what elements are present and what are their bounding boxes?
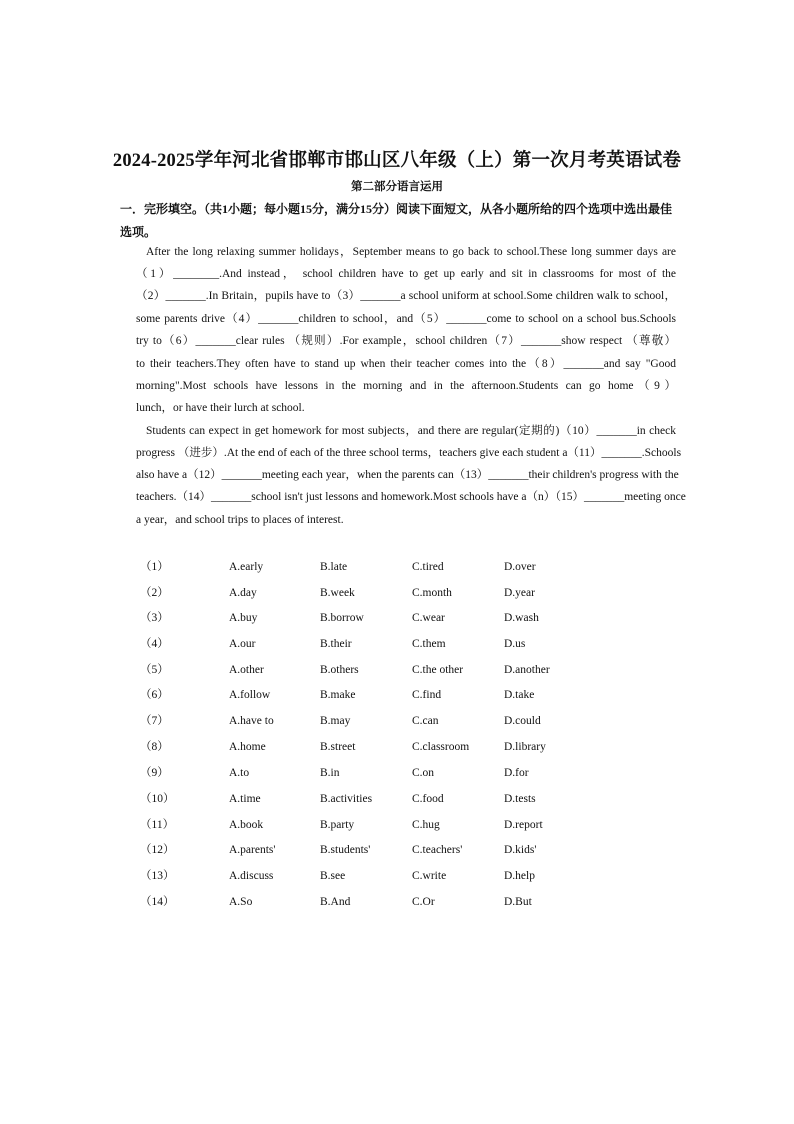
option-a: A.have to <box>229 715 274 727</box>
page-title: 2024-2025学年河北省邯郸市邯山区八年级（上）第一次月考英语试卷 <box>112 151 682 171</box>
option-a: A.parents' <box>229 844 276 856</box>
passage-line: a year，and school trips to places of interest. <box>136 514 344 526</box>
option-a: A.early <box>229 561 264 573</box>
option-b: B.their <box>320 638 352 650</box>
option-a: A.buy <box>229 612 258 624</box>
option-a: A.our <box>229 638 256 650</box>
option-a: A.day <box>229 587 257 599</box>
passage-line: Students can expect in get homework for most subjects，and there are regular(定期的)（10）_______in check <box>146 425 676 437</box>
question-number: （9） <box>140 767 169 779</box>
passage-line: some parents drive（4）_______children to school，and（5）_______come to school on a school bus.Schools <box>136 313 676 325</box>
option-row <box>0 866 794 886</box>
option-b: B.others <box>320 664 359 676</box>
question-number: （5） <box>140 664 169 676</box>
option-d: D.report <box>504 819 543 831</box>
option-d: D.kids' <box>504 844 537 856</box>
option-row <box>0 634 794 654</box>
option-a: A.to <box>229 767 250 779</box>
option-b: B.borrow <box>320 612 364 624</box>
option-c: C.them <box>412 638 446 650</box>
option-row <box>0 840 794 860</box>
question-number: （2） <box>140 587 169 599</box>
option-d: D.another <box>504 664 550 676</box>
option-b: B.street <box>320 741 356 753</box>
passage-line: progress （进步）.At the end of each of the three school terms，teachers give each student a（11）_______.Schools <box>136 447 682 459</box>
passage-line: try to（6）_______clear rules （规则）.For example，school children（7）_______show respect （尊敬） <box>136 335 676 347</box>
option-c: C.on <box>412 767 435 779</box>
question-number: （8） <box>140 741 169 753</box>
option-c: C.can <box>412 715 439 727</box>
option-row <box>0 685 794 705</box>
option-row <box>0 789 794 809</box>
option-b: B.may <box>320 715 351 727</box>
option-c: C.Or <box>412 896 435 908</box>
question-number: （7） <box>140 715 169 727</box>
option-d: D.wash <box>504 612 539 624</box>
option-row <box>0 815 794 835</box>
instruction-text: 一．完形填空。（共1小题；每小题15分，满分15分）阅读下面短文，从各小题所给的四个选项中选出最佳选项。 <box>120 202 673 239</box>
option-b: B.see <box>320 870 346 882</box>
option-row <box>0 711 794 731</box>
passage-line: （2）_______.In Britain，pupils have to（3）_______a school uniform at school.Some children walk to school， <box>136 290 676 302</box>
option-a: A.discuss <box>229 870 274 882</box>
option-c: C.find <box>412 689 442 701</box>
option-d: D.tests <box>504 793 536 805</box>
option-d: D.year <box>504 587 535 599</box>
option-c: C.write <box>412 870 447 882</box>
option-row <box>0 660 794 680</box>
option-d: D.But <box>504 896 532 908</box>
option-a: A.So <box>229 896 253 908</box>
question-number: （13） <box>140 870 175 882</box>
option-c: C.hug <box>412 819 440 831</box>
option-row <box>0 608 794 628</box>
option-d: D.us <box>504 638 526 650</box>
passage-line: lunch，or have their lurch at school. <box>136 402 305 414</box>
option-d: D.over <box>504 561 536 573</box>
option-row <box>0 763 794 783</box>
passage-line: After the long relaxing summer holidays，September means to go back to school.These long summer days are <box>146 246 676 258</box>
option-row <box>0 557 794 577</box>
option-a: A.home <box>229 741 266 753</box>
option-d: D.help <box>504 870 535 882</box>
question-number: （12） <box>140 844 175 856</box>
option-b: B.activities <box>320 793 373 805</box>
option-c: C.month <box>412 587 452 599</box>
question-number: （4） <box>140 638 169 650</box>
option-b: B.make <box>320 689 356 701</box>
question-number: （14） <box>140 896 175 908</box>
option-b: B.in <box>320 767 340 779</box>
passage-line: also have a（12）_______meeting each year，when the parents can（13）_______their children's progress with the <box>136 469 679 481</box>
question-number: （6） <box>140 689 169 701</box>
option-a: A.follow <box>229 689 271 701</box>
option-b: B.students' <box>320 844 371 856</box>
question-number: （11） <box>140 819 175 831</box>
option-b: B.late <box>320 561 348 573</box>
question-number: （10） <box>140 793 175 805</box>
option-b: B.week <box>320 587 355 599</box>
option-row <box>0 892 794 912</box>
passage-line: to their teachers.They often have to stand up when their teacher comes into the（8）_______and say "Good <box>136 358 676 370</box>
option-c: C.wear <box>412 612 445 624</box>
question-number: （3） <box>140 612 169 624</box>
option-d: D.could <box>504 715 541 727</box>
option-d: D.take <box>504 689 535 701</box>
passage-line: （1）________.And instead， school children have to get up early and sit in classrooms for most of the <box>136 268 676 280</box>
option-c: C.classroom <box>412 741 470 753</box>
passage-line: teachers.（14）_______school isn't just lessons and homework.Most schools have a（n）（15）_______meeting once <box>136 491 686 503</box>
option-a: A.other <box>229 664 264 676</box>
option-d: D.for <box>504 767 529 779</box>
option-d: D.library <box>504 741 546 753</box>
option-a: A.book <box>229 819 264 831</box>
question-number: （1） <box>140 561 169 573</box>
option-b: B.And <box>320 896 351 908</box>
option-a: A.time <box>229 793 261 805</box>
option-row <box>0 737 794 757</box>
passage-line: morning".Most schools have lessons in the morning and in the afternoon.Students can go home（9） <box>136 380 676 392</box>
option-row <box>0 583 794 603</box>
option-c: C.teachers' <box>412 844 463 856</box>
option-c: C.the other <box>412 664 464 676</box>
option-c: C.food <box>412 793 444 805</box>
option-c: C.tired <box>412 561 444 573</box>
section-subtitle: 第二部分语言运用 <box>351 181 443 193</box>
option-b: B.party <box>320 819 355 831</box>
